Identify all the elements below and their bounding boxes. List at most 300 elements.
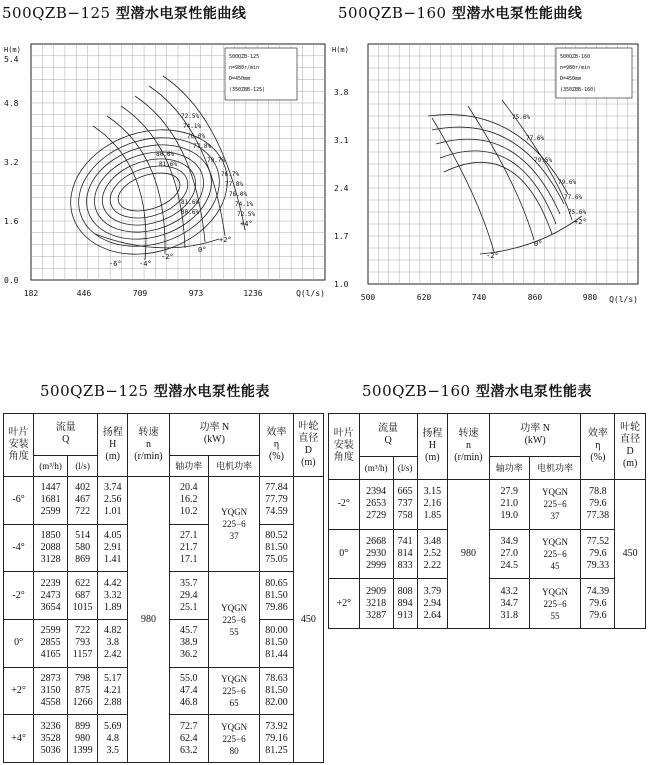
header-angle-line: 叶片 [333,428,354,440]
shaft-power-cell-line: 17.1 [179,554,198,566]
head-cell-line: 3.74 [104,482,122,494]
efficiency-cell-line: 80.52 [265,530,288,542]
y-tick-label: 1.7 [334,232,349,241]
efficiency-label: 77.6% [564,194,583,201]
table-title-125 [40,381,270,401]
flow-ls-cell-line: 402 [75,482,91,494]
header-head-line: (m) [105,451,120,463]
header-efficiency-line: 效率 [266,427,287,439]
motor-cell [529,579,581,629]
efficiency-label: 81.6% [181,199,200,206]
shaft-power-cell [169,667,208,715]
table-title-160 [362,381,592,401]
flow-ls-cell-line: 869 [75,554,91,566]
header-angle-line: 叶片 [8,427,29,439]
flow-m3h-cell-line: 2473 [40,589,61,601]
table-title-125-model: 500QZB−125 [40,382,149,400]
flow-m3h-cell-line: 2599 [40,625,61,637]
efficiency-cell-line: 77.84 [265,482,288,494]
head-cell-line: 4.82 [104,625,122,637]
table-title-160-model: 500QZB−160 [362,382,471,400]
flow-m3h-cell-line: 3218 [366,597,387,609]
flow-ls-cell-line: 894 [397,597,413,609]
efficiency-cell-line: 74.59 [265,506,288,518]
shaft-power-cell-line: 27.9 [500,486,518,498]
chart-title-160 [338,3,582,23]
angle-label: -2° [486,252,499,260]
efficiency-cell [581,529,615,579]
angle-cell: +2° [329,579,360,629]
efficiency-label: 76.0% [229,191,248,198]
efficiency-cell [260,715,294,763]
head-cell-line: 3.32 [104,589,122,601]
motor-cell [208,715,259,763]
header-speed-line: (r/min) [134,451,163,463]
head-cell-line: 1.89 [104,601,122,613]
motor-cell-line: 225−6 [543,548,567,559]
flow-ls-cell-line: 737 [397,498,413,510]
x-tick-label: 500 [360,293,376,302]
motor-cell-line: 225−6 [222,614,246,625]
header-head-line: (m) [425,452,440,464]
header-flow-line: 流量 [378,423,399,435]
flow-m3h-cell-line: 3236 [40,720,61,732]
efficiency-cell [260,524,294,572]
head-cell [98,524,128,572]
header-head-line: H [428,440,436,452]
shaft-power-cell-line: 47.4 [179,684,198,696]
efficiency-cell [581,479,615,529]
flow-ls-cell-line: 899 [75,720,91,732]
efficiency-cell-line: 79.33 [586,559,610,571]
motor-cell-line: YQGN [542,586,569,597]
shaft-power-cell-line: 10.2 [179,506,198,518]
efficiency-cell-line: 81.50 [265,684,288,696]
header-efficiency [260,414,294,477]
motor-cell-line: 225−6 [222,733,246,744]
flow-m3h-cell-line: 1681 [40,494,61,506]
motor-cell-line: 65 [229,697,239,708]
efficiency-contour [104,157,195,227]
legend-item: D=450mm [229,76,251,82]
header-impeller [293,414,323,477]
motor-cell-line: 225−6 [222,519,246,530]
shaft-power-cell-line: 24.5 [500,559,518,571]
shaft-power-cell [489,579,529,629]
efficiency-cell-line: 81.25 [265,744,288,756]
efficiency-cell-line: 79.16 [265,732,288,744]
head-cell-line: 2.91 [104,542,122,554]
flow-m3h-cell-line: 2930 [366,547,387,559]
efficiency-cell-line: 73.92 [265,720,288,732]
efficiency-label: 80.6% [156,151,175,158]
flow-ls-cell-line: 665 [397,486,413,498]
flow-ls-cell-line: 875 [75,684,91,696]
flow-ls-cell-line: 1266 [72,696,93,708]
efficiency-label: 79.7% [207,157,226,164]
motor-cell [529,529,581,579]
header-impeller-line: (m) [301,457,316,469]
shaft-power-cell-line: 55.0 [179,672,198,684]
header-flow-ls: (l/s) [393,457,417,480]
flow-m3h-cell-line: 2088 [40,542,61,554]
flow-m3h-cell-line: 2394 [366,486,387,498]
motor-cell-line: 55 [229,626,239,637]
motor-cell [529,479,581,529]
head-cell-line: 2.52 [423,547,442,559]
flow-m3h-cell [359,579,393,629]
head-cell-line: 4.21 [104,684,122,696]
efficiency-label: 72.5% [181,113,200,120]
head-cell-line: 2.88 [104,696,122,708]
x-axis-label: Q(l/s) [296,289,325,298]
flow-m3h-cell-line: 3150 [40,684,61,696]
efficiency-cell [260,477,294,525]
angle-label: -2° [161,253,174,261]
header-flow-m3h: (m³/h) [359,457,393,480]
legend-item: 500QZB-125 [229,54,260,60]
x-tick-label: 973 [188,289,204,298]
efficiency-cell-line: 79.86 [265,601,288,613]
table-row [4,477,324,525]
header-angle [329,414,360,480]
y-tick-label: 1.6 [4,217,19,226]
flow-ls-cell-line: 793 [75,637,91,649]
shaft-power-cell-line: 45.7 [179,625,198,637]
shaft-power-cell-line: 21.7 [179,542,198,554]
flow-m3h-cell-line: 2653 [366,498,387,510]
shaft-power-cell-line: 35.7 [179,577,198,589]
chart-title-125-text: 型潜水电泵性能曲线 [115,6,247,22]
header-flow-line: Q [384,435,392,447]
flow-m3h-cell-line: 2668 [366,535,387,547]
efficiency-contour [432,127,564,204]
head-cell-line: 5.17 [104,672,122,684]
flow-m3h-cell [34,667,68,715]
flow-ls-cell-line: 687 [75,589,91,601]
shaft-power-cell-line: 72.7 [179,720,198,732]
header-row [329,414,646,457]
x-tick-label: 446 [76,289,92,298]
efficiency-label: 75.6% [568,209,587,216]
impeller-cell: 450 [293,477,323,763]
header-speed [448,414,490,480]
flow-ls-cell [67,572,97,620]
flow-m3h-cell-line: 1850 [40,530,61,542]
efficiency-cell-line: 79.6 [589,609,607,621]
flow-ls-cell-line: 980 [75,732,91,744]
header-efficiency-line: (%) [590,452,606,464]
header-power [169,414,260,456]
header-angle-line: 角度 [333,452,354,464]
flow-m3h-cell [359,479,393,529]
header-shaft-power: 轴功率 [169,455,208,477]
angle-cell: 0° [4,620,34,668]
efficiency-cell-line: 77.52 [586,535,610,547]
efficiency-label: 74.1% [235,201,254,208]
table-title-160-text: 型潜水电泵性能表 [475,384,592,400]
efficiency-cell-line: 78.8 [589,486,607,498]
flow-ls-cell [67,477,97,525]
header-speed-line: 转速 [138,427,159,439]
efficiency-cell-line: 81.44 [265,649,288,661]
flow-ls-cell-line: 580 [75,542,91,554]
shaft-power-cell-line: 43.2 [500,585,518,597]
shaft-power-cell [169,524,208,572]
header-power-line: (kW) [203,434,225,446]
flow-m3h-cell [34,477,68,525]
chart-title-160-text: 型潜水电泵性能曲线 [451,6,583,22]
motor-cell-line: YQGN [221,602,248,613]
efficiency-label: 75.6% [512,114,531,121]
flow-m3h-cell-line: 2855 [40,637,61,649]
efficiency-contour [428,115,568,194]
shaft-power-cell-line: 62.4 [179,732,198,744]
head-cell-line: 3.5 [106,744,120,756]
header-motor-power: 电机功率 [529,457,581,480]
flow-ls-cell-line: 1399 [72,744,93,756]
header-power-line: 功率 N [199,422,230,434]
flow-ls-cell [67,667,97,715]
flow-m3h-cell [34,524,68,572]
flow-ls-cell-line: 1157 [72,649,93,661]
flow-m3h-cell [359,529,393,579]
head-cell-line: 2.64 [423,609,442,621]
motor-cell-line: YQGN [221,721,248,732]
legend-item: (350ZBB-160) [560,87,597,93]
angle-cell: -2° [4,572,34,620]
flow-ls-cell-line: 722 [75,625,91,637]
flow-ls-cell-line: 722 [75,506,91,518]
header-efficiency-line: (%) [268,451,284,463]
y-tick-label: 5.4 [4,55,19,64]
angle-cell: +4° [4,715,34,763]
head-cell-line: 4.42 [104,577,122,589]
head-cell-line: 3.8 [106,637,120,649]
efficiency-cell-line: 79.6 [589,498,607,510]
header-impeller-line: D [304,445,312,457]
shaft-power-cell-line: 36.2 [179,649,198,661]
y-tick-label: 3.1 [334,136,349,145]
shaft-power-cell-line: 27.1 [179,530,198,542]
angle-label: +2° [574,218,587,226]
head-cell [98,572,128,620]
y-tick-label: 2.4 [334,184,349,193]
flow-ls-cell-line: 622 [75,577,91,589]
motor-cell-line: 80 [229,745,239,756]
efficiency-cell [260,620,294,668]
flow-ls-cell [393,529,417,579]
angle-cell: -4° [4,524,34,572]
chart-500qzb-160 [330,30,650,310]
legend-item: n=980r/min [229,65,260,71]
head-cell-line: 2.22 [423,559,442,571]
angle-label: -4° [139,260,152,268]
efficiency-cell [260,572,294,620]
head-cell [417,529,448,579]
header-efficiency [581,414,615,480]
efficiency-label: 76.0% [187,133,206,140]
flow-ls-cell-line: 758 [397,510,413,522]
header-flow-line: Q [62,434,70,446]
efficiency-cell-line: 79.6 [589,547,607,559]
flow-m3h-cell-line: 1447 [40,482,61,494]
efficiency-label: 81.6% [159,161,178,168]
head-cell-line: 1.01 [104,506,122,518]
legend-item: (350ZBB-125) [229,87,266,93]
table-title-125-text: 型潜水电泵性能表 [153,384,270,400]
shaft-power-cell-line: 34.7 [500,597,518,609]
efficiency-cell-line: 75.05 [265,554,288,566]
flow-m3h-cell-line: 4165 [40,649,61,661]
efficiency-cell-line: 79.6 [589,597,607,609]
header-impeller-line: 直径 [298,433,319,445]
header-power-line: 功率 N [520,423,550,435]
motor-cell [208,477,259,572]
header-head-line: H [109,439,117,451]
flow-m3h-cell-line: 2729 [366,510,387,522]
motor-cell-line: YQGN [542,536,569,547]
efficiency-cell-line: 81.50 [265,542,288,554]
header-speed-line: n [465,440,471,452]
header-flow [34,414,98,456]
shaft-power-cell [169,715,208,763]
flow-m3h-cell-line: 4558 [40,696,61,708]
angle-label: 0° [198,246,207,254]
y-tick-label: 1.0 [334,280,349,289]
head-cell-line: 2.94 [423,597,442,609]
legend-item: 500QZB-160 [560,54,591,60]
shaft-power-cell-line: 21.0 [500,498,518,510]
header-impeller [615,414,646,480]
head-cell-line: 3.15 [423,486,442,498]
angle-cell: +2° [4,667,34,715]
head-cell-line: 3.48 [423,535,442,547]
efficiency-label: 79.5% [534,157,553,164]
efficiency-cell-line: 74.39 [586,585,610,597]
shaft-power-cell-line: 19.0 [500,510,518,522]
efficiency-contour [54,110,243,274]
motor-cell-line: YQGN [221,507,248,518]
head-cell [417,479,448,529]
efficiency-cell-line: 82.00 [265,696,288,708]
head-cell [98,715,128,763]
header-power [489,414,581,457]
header-speed-line: (r/min) [454,452,483,464]
impeller-cell: 450 [615,479,646,628]
angle-label: +2° [219,236,232,244]
speed-cell: 980 [448,479,490,628]
head-cell [98,667,128,715]
flow-ls-cell [67,524,97,572]
header-impeller-line: 叶轮 [620,422,641,434]
header-angle-line: 安装 [333,440,354,452]
shaft-power-cell-line: 29.4 [179,589,198,601]
header-speed-line: 转速 [458,428,479,440]
efficiency-cell-line: 81.50 [265,589,288,601]
flow-m3h-cell-line: 2239 [40,577,61,589]
shaft-power-cell [169,572,208,620]
header-flow-ls: (l/s) [67,455,97,477]
shaft-power-cell [169,620,208,668]
header-power-line: (kW) [524,435,546,447]
y-tick-label: 3.8 [334,88,349,97]
angle-curve [107,116,165,254]
shaft-power-cell [169,477,208,525]
angle-cell: -6° [4,477,34,525]
speed-cell: 980 [128,477,169,763]
x-tick-label: 182 [23,289,39,298]
header-angle-line: 角度 [8,451,29,463]
header-impeller-line: (m) [622,458,638,470]
header-impeller-line: 直径 [620,434,641,446]
flow-m3h-cell-line: 3528 [40,732,61,744]
motor-cell-line: 37 [550,511,560,522]
header-head [98,414,128,477]
x-axis-label: Q(l/s) [609,295,638,304]
shaft-power-cell-line: 34.9 [500,535,518,547]
header-flow-m3h: (m³/h) [34,455,68,477]
legend-item: n=980r/min [560,65,591,71]
motor-cell-line: YQGN [221,673,248,684]
flow-m3h-cell [34,572,68,620]
motor-cell-line: 55 [550,610,560,621]
x-tick-label: 1236 [243,289,263,298]
flow-ls-cell [67,620,97,668]
table-500qzb-125 [3,413,324,763]
header-impeller-line: 叶轮 [298,421,319,433]
header-efficiency-line: 效率 [587,428,608,440]
header-shaft-power: 轴功率 [489,457,529,480]
efficiency-cell [581,579,615,629]
chart-title-125-model: 500QZB−125 [2,4,111,22]
x-tick-label: 709 [132,289,148,298]
head-cell-line: 1.85 [423,510,442,522]
head-cell-line: 5.69 [104,720,122,732]
head-cell-line: 2.16 [423,498,442,510]
chart-500qzb-125 [0,30,330,310]
efficiency-cell-line: 80.65 [265,577,288,589]
motor-cell-line: 45 [550,560,560,571]
header-speed [128,414,169,477]
flow-ls-cell-line: 814 [397,547,413,559]
y-axis-label: H(m) [4,46,21,54]
flow-m3h-cell-line: 3128 [40,554,61,566]
angle-curve [432,118,494,252]
flow-ls-cell-line: 833 [397,559,413,571]
efficiency-cell-line: 80.00 [265,625,288,637]
motor-cell [208,572,259,667]
flow-ls-cell [393,579,417,629]
efficiency-cell-line: 77.38 [586,510,610,522]
angle-cell: -2° [329,479,360,529]
boundary-curve [480,216,582,254]
motor-cell-line: YQGN [542,487,569,498]
efficiency-label: 74.1% [183,123,202,130]
table-500qzb-160 [328,413,646,629]
efficiency-cell-line: 78.63 [265,672,288,684]
head-cell-line: 3.79 [423,585,442,597]
x-tick-label: 980 [582,293,598,302]
header-row [4,414,324,456]
flow-m3h-cell-line: 3287 [366,609,387,621]
header-motor-power: 电机功率 [208,455,259,477]
y-axis-label: H(m) [332,46,349,54]
efficiency-label: 77.8% [225,181,244,188]
head-cell-line: 4.05 [104,530,122,542]
head-cell-line: 4.8 [106,732,120,744]
legend-item: D=450mm [560,76,582,82]
